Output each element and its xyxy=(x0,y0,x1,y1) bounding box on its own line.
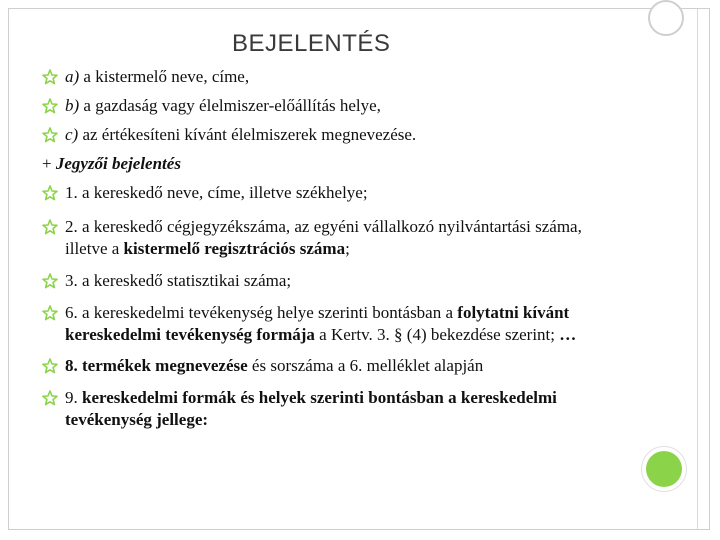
list-item: 1. a kereskedő neve, címe, illetve székhelye; xyxy=(65,183,368,202)
list-item: 6. a kereskedelmi tevékenység helye szerinti bontásban a folytatni kívánt kereskedelmi tevékenység formája a Kertv. 3. § (4) bekezdése szerint; … xyxy=(65,303,577,344)
list-item: 9. kereskedelmi formák és helyek szerinti bontásban a kereskedelmi tevékenység jellege: xyxy=(65,388,557,429)
star-outline-icon xyxy=(42,98,58,114)
list-item: 8. termékek megnevezése és sorszáma a 6. melléklet alapján xyxy=(65,356,484,375)
decorative-vertical-line xyxy=(697,9,698,529)
list-item: a) a kistermelő neve, címe, xyxy=(65,67,250,86)
star-outline-icon xyxy=(42,185,58,201)
section-heading: + Jegyzői bejelentés xyxy=(42,154,181,173)
list-item: b) a gazdaság vagy élelmiszer-előállítás helye, xyxy=(65,96,381,115)
decorative-circle-green xyxy=(641,446,687,492)
star-outline-icon xyxy=(42,305,58,321)
decorative-circle-top xyxy=(648,0,684,36)
star-outline-icon xyxy=(42,390,58,406)
list-item: c) az értékesíteni kívánt élelmiszerek megnevezése. xyxy=(65,125,417,144)
star-outline-icon xyxy=(42,273,58,289)
list-item: 2. a kereskedő cégjegyzékszáma, az egyéni vállalkozó nyilvántartási száma, illetve a kistermelő regisztrációs száma; xyxy=(65,217,582,258)
star-outline-icon xyxy=(42,219,58,235)
green-dot xyxy=(646,451,682,487)
star-outline-icon xyxy=(42,127,58,143)
star-outline-icon xyxy=(42,358,58,374)
list-item: 3. a kereskedő statisztikai száma; xyxy=(65,271,292,290)
slide-title: BEJELENTÉS xyxy=(232,30,391,57)
star-outline-icon xyxy=(42,69,58,85)
